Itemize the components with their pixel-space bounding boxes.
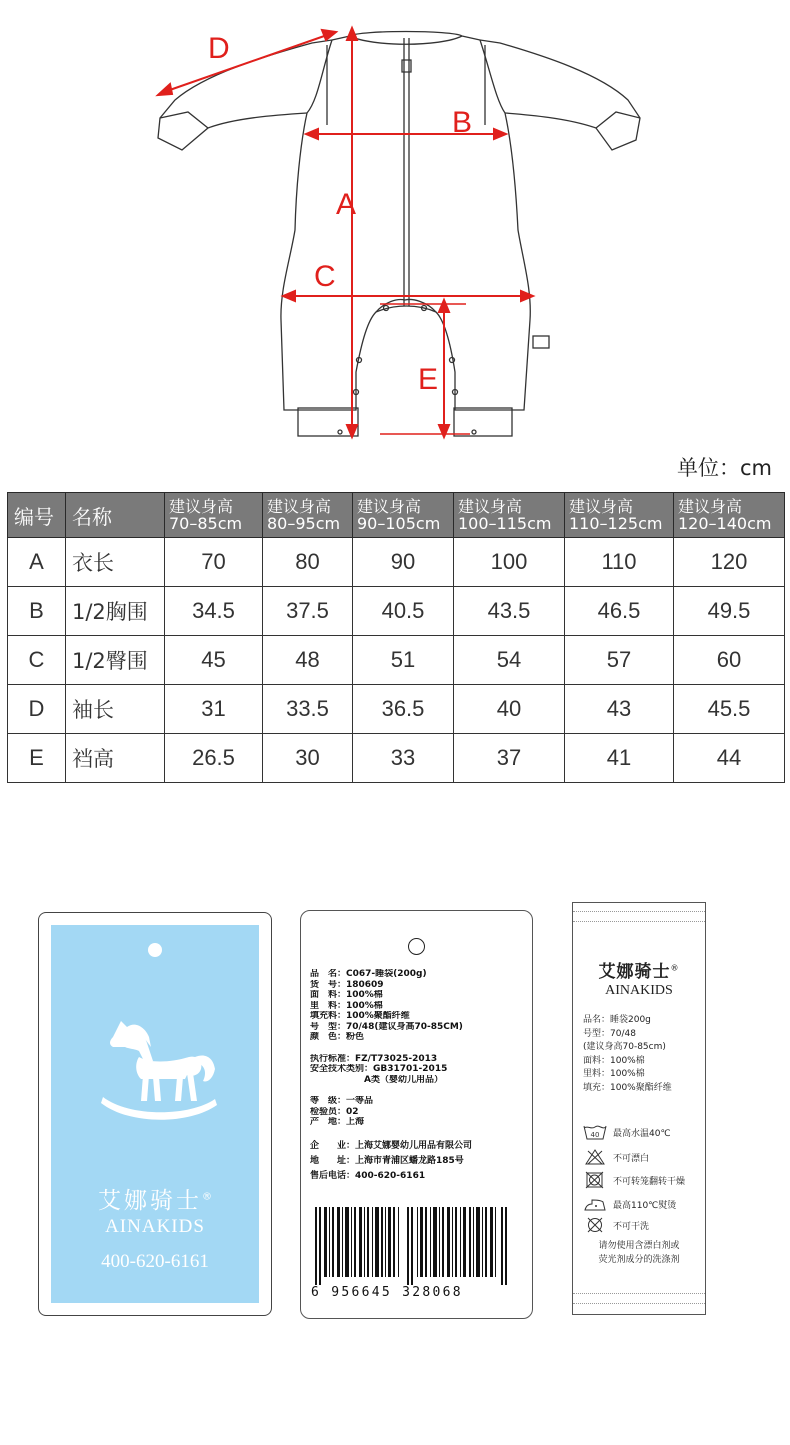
wash-40-icon — [583, 1123, 607, 1141]
info-line: 检验员：02 — [310, 1106, 359, 1117]
no-dry-clean-icon — [583, 1216, 607, 1234]
info-line: A类（婴幼儿用品） — [310, 1074, 443, 1085]
dimension-label-b: B — [452, 106, 473, 139]
header-size — [565, 493, 674, 538]
table-cell: 49.5 — [674, 587, 785, 636]
table-cell: 37.5 — [263, 587, 353, 636]
care-brand-cn — [573, 957, 705, 982]
care-text: 最高水温40℃ — [613, 1129, 671, 1139]
header-size — [454, 493, 565, 538]
tag-hole — [408, 938, 425, 955]
registered-mark: ® — [202, 1191, 212, 1203]
table-cell: 44 — [674, 734, 785, 783]
care-row-wash — [583, 1123, 703, 1141]
header-size-range: 120–140cm — [678, 514, 772, 533]
table-cell: 43.5 — [454, 587, 565, 636]
care-brand-cn-text: 艾娜骑士 — [598, 962, 671, 982]
stitch-line — [573, 911, 705, 913]
care-info-line: 面料：100%棉 — [583, 1055, 645, 1066]
stitch-line — [573, 1303, 705, 1305]
care-row-dryclean — [583, 1216, 703, 1234]
care-label — [572, 902, 706, 1315]
hang-tag-panel — [51, 925, 259, 1303]
unit-label: 单位：cm — [676, 456, 772, 480]
row-code: D — [8, 685, 66, 734]
hang-tag — [38, 912, 272, 1316]
info-line: 里 料：100%棉 — [310, 1000, 383, 1011]
info-line: 产 地：上海 — [310, 1117, 365, 1127]
tag-hole — [148, 943, 162, 957]
table-cell: 33 — [353, 734, 454, 783]
wash-temp: 40 — [590, 1131, 600, 1139]
table-row — [8, 587, 785, 636]
care-brand-en: AINAKIDS — [605, 983, 673, 998]
table-row — [8, 636, 785, 685]
care-row-iron — [583, 1195, 703, 1213]
header-size-label: 建议身高 — [267, 497, 332, 516]
brand-phone: 400-620-6161 — [101, 1251, 209, 1272]
dimension-label-d: D — [208, 32, 230, 65]
registered-mark: ® — [670, 963, 680, 973]
row-code: C — [8, 636, 66, 685]
header-size-range: 90–105cm — [357, 514, 441, 533]
table-cell: 43 — [565, 685, 674, 734]
table-cell: 54 — [454, 636, 565, 685]
table-cell: 40 — [454, 685, 565, 734]
dimension-label-a: A — [336, 188, 357, 221]
info-line: 货 号：180609 — [310, 979, 384, 990]
row-code: E — [8, 734, 66, 783]
header-size-range: 80–95cm — [267, 514, 341, 533]
table-cell: 110 — [565, 538, 674, 587]
table-cell: 30 — [263, 734, 353, 783]
brand-name-en: AINAKIDS — [105, 1216, 205, 1237]
care-text: 最高110℃熨烫 — [613, 1201, 677, 1211]
care-info-line: 品名：睡袋200g — [583, 1015, 651, 1025]
product-info-lines — [310, 969, 526, 1184]
header-size-range: 100–115cm — [458, 514, 552, 533]
stitch-line — [573, 1293, 705, 1295]
table-cell: 34.5 — [165, 587, 263, 636]
header-size — [165, 493, 263, 538]
table-cell: 57 — [565, 636, 674, 685]
info-line: 地 址：上海市青浦区蟠龙路185号 — [310, 1155, 464, 1166]
table-cell: 48 — [263, 636, 353, 685]
dimension-label-e: E — [418, 363, 439, 396]
barcode-image — [313, 1207, 511, 1285]
info-line: 号 型：70/48(建议身高70-85CM) — [310, 1021, 463, 1032]
care-text: 不可干洗 — [613, 1222, 650, 1232]
header-size-label: 建议身高 — [357, 497, 422, 516]
row-name: 袖长 — [66, 685, 165, 734]
header-size-label: 建议身高 — [569, 497, 634, 516]
table-header-row — [8, 493, 785, 538]
info-line: 面 料：100%棉 — [310, 990, 383, 1000]
info-line: 售后电话：400-620-6161 — [310, 1170, 426, 1181]
info-line: 执行标准：FZ/T73025-2013 — [310, 1053, 438, 1064]
header-size — [674, 493, 785, 538]
care-text: 不可漂白 — [613, 1154, 650, 1164]
sleepsuit-outline — [0, 0, 790, 445]
stitch-line — [573, 921, 705, 923]
info-line: 等 级：一等品 — [310, 1096, 374, 1106]
rocking-horse-icon — [99, 1017, 219, 1129]
row-name: 衣长 — [66, 538, 165, 587]
brand-name-cn — [51, 1182, 259, 1215]
table-cell: 45 — [165, 636, 263, 685]
care-info — [583, 1014, 701, 1095]
header-size-range: 110–125cm — [569, 514, 663, 533]
header-size-label: 建议身高 — [458, 497, 523, 516]
table-cell: 46.5 — [565, 587, 674, 636]
row-name: 1/2臀围 — [66, 636, 165, 685]
table-cell: 80 — [263, 538, 353, 587]
care-warning-line: 请勿使用含漂白剂或 — [598, 1241, 680, 1251]
product-info-tag — [300, 910, 533, 1319]
table-cell: 33.5 — [263, 685, 353, 734]
care-row-bleach — [583, 1148, 703, 1166]
dimension-label-c: C — [314, 260, 336, 293]
table-cell: 120 — [674, 538, 785, 587]
info-line: 颜 色：粉色 — [310, 1032, 365, 1042]
table-cell: 26.5 — [165, 734, 263, 783]
info-line: 品 名：C067-睡袋(200g) — [310, 969, 427, 979]
header-code: 编号 — [8, 493, 66, 538]
iron-110-icon — [583, 1195, 607, 1213]
brand-name-cn-text: 艾娜骑士 — [98, 1188, 202, 1214]
table-cell: 60 — [674, 636, 785, 685]
table-cell: 90 — [353, 538, 454, 587]
garment-diagram — [0, 0, 790, 445]
table-cell: 45.5 — [674, 685, 785, 734]
info-line: 安全技术类别：GB31701-2015 — [310, 1064, 448, 1074]
table-row — [8, 685, 785, 734]
care-warning — [573, 1239, 705, 1267]
header-name: 名称 — [66, 493, 165, 538]
row-code: B — [8, 587, 66, 636]
care-row-tumble — [583, 1171, 703, 1189]
table-cell: 100 — [454, 538, 565, 587]
table-cell: 41 — [565, 734, 674, 783]
row-name: 1/2胸围 — [66, 587, 165, 636]
table-cell: 40.5 — [353, 587, 454, 636]
care-info-line: 号型：70/48 — [583, 1028, 636, 1039]
care-info-line: 填充：100%聚酯纤维 — [583, 1082, 672, 1093]
header-size-range: 70–85cm — [169, 514, 243, 533]
table-row — [8, 734, 785, 783]
care-info-line: (建议身高70-85cm) — [583, 1042, 666, 1052]
barcode-number: 6 956645 328068 — [311, 1285, 463, 1300]
table-cell: 37 — [454, 734, 565, 783]
row-name: 裆高 — [66, 734, 165, 783]
table-row — [8, 538, 785, 587]
care-warning-line: 荧光剂成分的洗涤剂 — [598, 1255, 680, 1265]
table-cell: 51 — [353, 636, 454, 685]
header-size-label: 建议身高 — [169, 497, 234, 516]
header-size — [263, 493, 353, 538]
info-line: 企 业：上海艾娜婴幼儿用品有限公司 — [310, 1140, 473, 1151]
header-size — [353, 493, 454, 538]
table-cell: 31 — [165, 685, 263, 734]
info-line: 填充料：100%聚酯纤维 — [310, 1011, 410, 1021]
size-table — [7, 492, 785, 783]
no-bleach-icon — [583, 1148, 607, 1166]
care-info-line: 里料：100%棉 — [583, 1069, 645, 1079]
table-cell: 36.5 — [353, 685, 454, 734]
no-tumble-dry-icon — [583, 1171, 607, 1189]
header-size-label: 建议身高 — [678, 497, 743, 516]
row-code: A — [8, 538, 66, 587]
care-text: 不可转笼翻转干燥 — [613, 1177, 686, 1187]
table-cell: 70 — [165, 538, 263, 587]
